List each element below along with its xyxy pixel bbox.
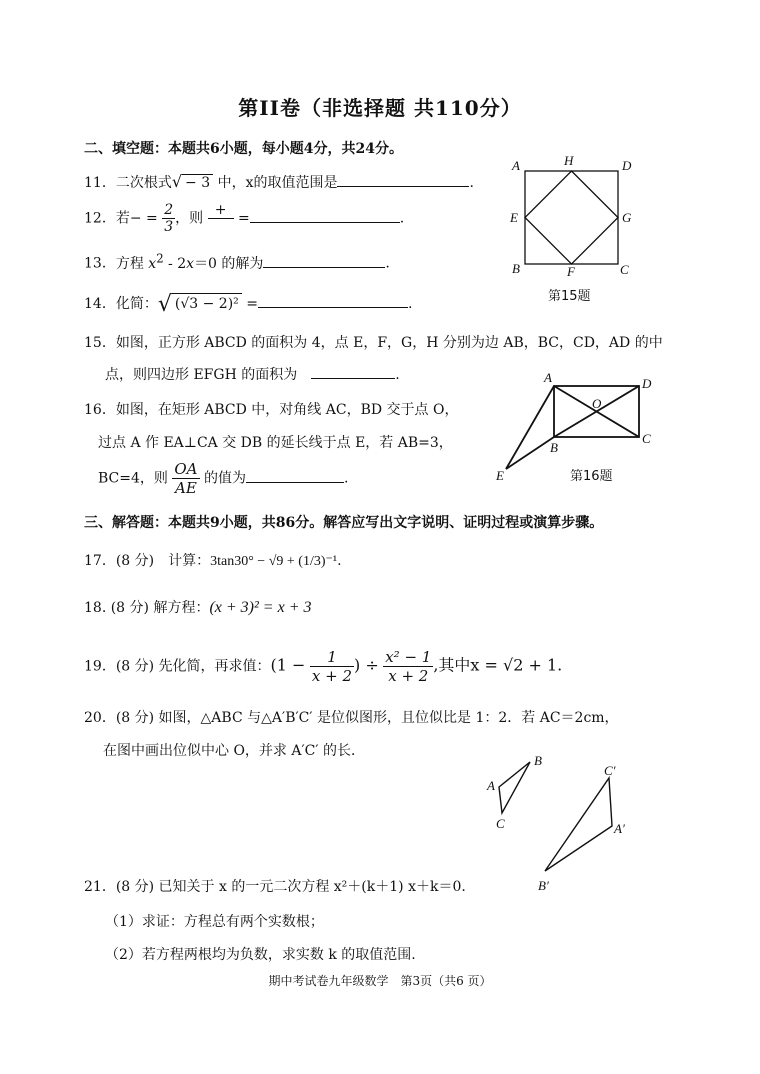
fraction-oa-ae <box>172 460 199 497</box>
segment-be <box>506 437 554 469</box>
question-text: BC=4，则 <box>98 470 168 487</box>
label-a: A <box>487 778 495 793</box>
question-text: 二次根式 <box>115 175 172 191</box>
question-text: 的值为 <box>203 470 246 487</box>
answer-blank[interactable] <box>250 208 400 223</box>
question-18 <box>84 597 312 617</box>
label-b: B <box>512 261 520 276</box>
question-number: 11． <box>84 175 116 191</box>
question-number: 12． <box>84 210 116 227</box>
question-11: 11．二次根式√ − 3 中，x的取值范围是 . <box>84 172 474 191</box>
label-d: D <box>642 376 652 391</box>
page-footer: 期中考试卷九年级数学 第3页（共6 页） <box>268 974 492 988</box>
triangle-abc <box>499 762 530 813</box>
equation-part: − = <box>129 210 158 227</box>
triangle-a-prime-b-prime-c-prime <box>545 778 612 871</box>
label-e: E <box>510 210 518 225</box>
question-14: 14．化简：√ (√3 − 2)² = . <box>84 292 413 317</box>
question-text-visible: 方程 $x^2 - 2x=0$ 的解为 <box>115 251 264 272</box>
expression-part: ) ÷ <box>354 655 379 675</box>
question-15-line1: 15．如图，正方形 ABCD 的面积为 4，点 E，F，G，H 分别为边 AB，BC，CD，AD 的中 <box>84 335 663 351</box>
question-16-line3: BC=4，则 $\frac{OA}{AE}$ 的值为 . <box>98 460 349 497</box>
question-text: 若 <box>115 210 130 227</box>
label-e: E <box>496 468 504 483</box>
numerator: 2 <box>164 202 174 218</box>
expression-part: ,其中x = √2 + 1. <box>433 655 563 675</box>
label-a: A <box>544 370 552 385</box>
label-a: A <box>512 158 520 173</box>
question-number: 13． <box>84 255 116 272</box>
fraction <box>208 202 234 235</box>
question-text: 计算： <box>168 553 211 569</box>
figure-16-rectangle <box>492 370 667 490</box>
figure-16-caption: 第16题 <box>570 469 613 484</box>
question-text: 点，则四边形 EFGH 的面积为 <box>105 367 298 383</box>
denominator: AE <box>175 479 197 497</box>
label-b: B <box>550 440 558 455</box>
question-text-tail: 中，x的取值范围是 <box>217 175 338 191</box>
denominator: 3 <box>164 219 174 235</box>
question-19 <box>84 648 562 685</box>
question-number: 17．(8 分) <box>84 553 155 569</box>
question-text: 18. (8 分) 解方程： <box>84 600 210 616</box>
question-13: 13．方程 $x^2 - 2x=0$ 的解为 . <box>84 251 390 272</box>
label-b: B <box>534 753 542 768</box>
label-f: F <box>567 264 575 279</box>
figure-15-caption: 第15题 <box>548 289 591 304</box>
question-number: 14． <box>84 296 116 312</box>
label-c: C <box>620 262 629 277</box>
equation-part: = <box>246 296 258 312</box>
numerator: OA <box>174 460 198 478</box>
question-16-line1: 16．如图，在矩形 ABCD 中，对角线 AC，BD 交于点 O， <box>84 402 459 418</box>
numerator: 1 <box>310 648 354 667</box>
numerator: x² − 1 <box>385 648 432 666</box>
label-c: C <box>642 431 651 446</box>
question-text: ，则 <box>175 210 204 227</box>
section-fill-in-header: 二、填空题：本题共6小题，每小题4分，共24分。 <box>84 141 403 157</box>
label-g: G <box>622 210 632 225</box>
label-c-prime: C′ <box>604 763 616 778</box>
label-d: D <box>622 158 632 173</box>
question-16-line2: 过点 A 作 EA⊥CA 交 DB 的延长线于点 E，若 AB=3， <box>98 435 453 451</box>
denominator <box>208 219 234 235</box>
expression-part: (1 − <box>270 655 306 675</box>
fraction <box>383 648 433 685</box>
answer-blank[interactable] <box>258 293 408 308</box>
label-c: C <box>496 816 505 831</box>
equation-part: = <box>238 210 250 227</box>
denominator: x + 2 <box>311 667 353 685</box>
question-12: 12．若− = $\frac{2}{3}$ ，则 + = . <box>84 202 405 235</box>
question-21-line1: 21．(8 分) 已知关于 x 的一元二次方程 x²＋(k＋1) x＋k＝0. <box>84 879 466 895</box>
fraction <box>162 202 175 235</box>
question-15-line2: 点，则四边形 EFGH 的面积为 . <box>105 364 400 384</box>
question-text: 19．(8 分) 先化简，再求值： <box>84 658 271 675</box>
denominator: x + 2 <box>388 667 429 685</box>
square-abcd <box>525 171 618 264</box>
numerator: + <box>208 202 234 219</box>
punctuation: . <box>337 553 342 569</box>
label-a-prime: A′ <box>614 821 625 836</box>
radicand: − 3 <box>182 174 213 191</box>
expression: 3tan30° − √9 + (1/3)⁻¹ <box>210 554 338 569</box>
label-h: H <box>564 153 574 168</box>
radical-expression: (√3 − 2)² <box>172 293 242 312</box>
segment-ae <box>506 386 554 469</box>
question-17 <box>84 550 342 570</box>
question-20-line1: 20．(8 分) 如图，△ABC 与△A′B′C′ 是位似图形，且位似比是 1：2．若 AC＝2cm， <box>84 710 619 726</box>
section-solutions-header: 三、解答题：本题共9小题，共86分。解答应写出文字说明、证明过程或演算步骤。 <box>84 515 604 531</box>
question-text: 化简： <box>115 296 158 312</box>
label-b-prime: B′ <box>538 878 549 893</box>
page-title: 第II卷（非选择题 共110分） <box>238 96 522 120</box>
fraction <box>310 648 354 685</box>
quadrilateral-efgh <box>525 171 618 264</box>
label-o: O <box>592 396 602 411</box>
question-21-part2: （2）若方程两根均为负数，求实数 k 的取值范围. <box>105 947 416 963</box>
question-21-part1: （1）求证：方程总有两个实数根； <box>105 914 324 930</box>
figure-20-similar-triangles <box>470 750 640 900</box>
answer-blank[interactable] <box>263 253 385 268</box>
answer-blank[interactable] <box>246 468 344 483</box>
equation: (x + 3)² = x + 3 <box>209 599 312 616</box>
figure-15-square <box>500 150 650 310</box>
answer-blank[interactable] <box>337 172 469 187</box>
question-20-line2: 在图中画出位似中心 O，并求 A′C′ 的长． <box>103 743 366 759</box>
answer-blank[interactable] <box>311 364 395 379</box>
